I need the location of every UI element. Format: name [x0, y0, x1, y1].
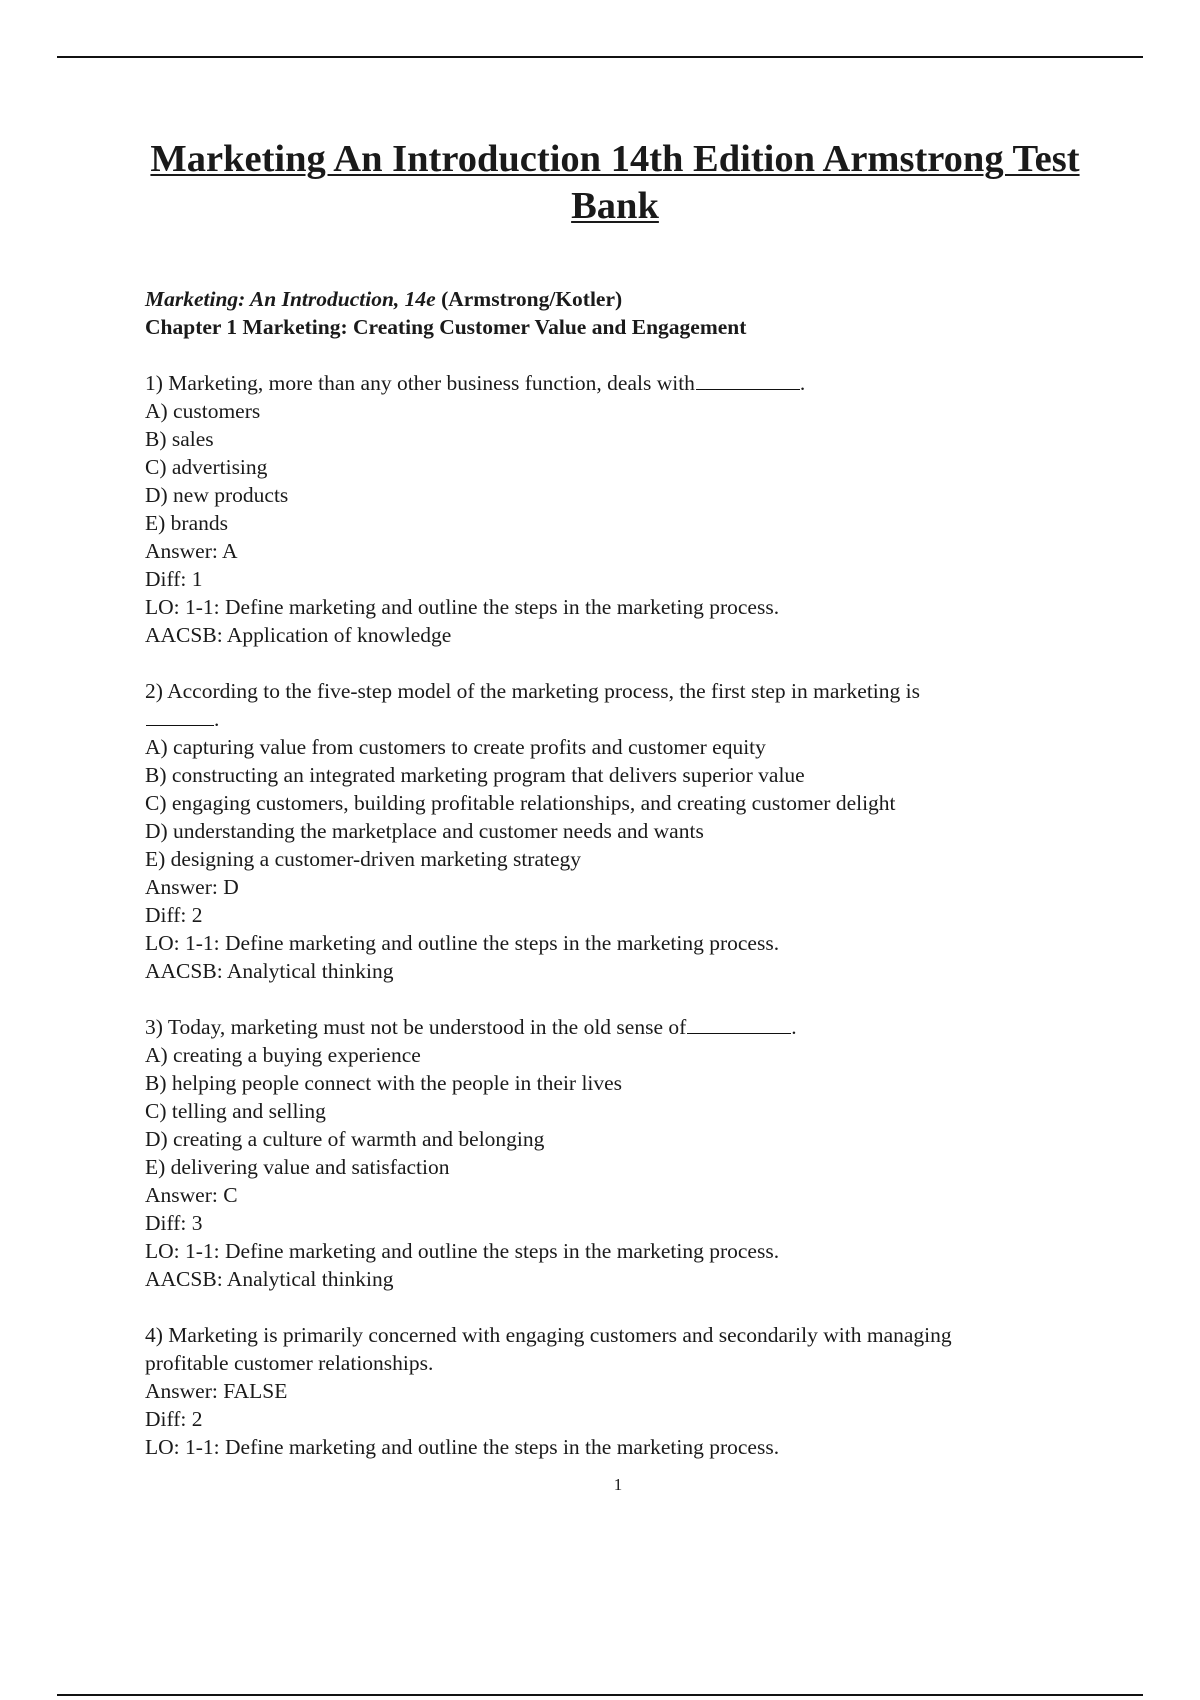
stem-text: 3) Today, marketing must not be understood in the old sense of [145, 1015, 687, 1039]
document-title: Marketing An Introduction 14th Edition Armstrong Test Bank [150, 138, 1080, 227]
stem-end: . [214, 707, 220, 731]
question-1 [145, 369, 1105, 649]
option-b: B) sales [145, 427, 214, 451]
difficulty: Diff: 1 [145, 567, 203, 591]
option-a: A) customers [145, 399, 261, 423]
answer: Answer: A [145, 539, 238, 563]
option-e: E) designing a customer-driven marketing strategy [145, 847, 582, 871]
question-2 [145, 677, 1105, 985]
learning-objective: LO: 1-1: Define marketing and outline the steps in the marketing process. [145, 1239, 780, 1263]
option-a: A) creating a buying experience [145, 1043, 421, 1067]
aacsb: AACSB: Application of knowledge [145, 623, 452, 647]
aacsb: AACSB: Analytical thinking [145, 959, 394, 983]
stem-end: . [791, 1015, 797, 1039]
question-stem-continued: profitable customer relationships. [145, 1351, 434, 1375]
question-stem [145, 369, 1105, 397]
question-stem-continued [145, 705, 1105, 733]
stem-end: . [799, 371, 806, 395]
learning-objective: LO: 1-1: Define marketing and outline the steps in the marketing process. [145, 931, 780, 955]
answer: Answer: D [145, 875, 239, 899]
answer-blank [696, 371, 800, 390]
question-stem: 4) Marketing is primarily concerned with engaging customers and secondarily with managing [145, 1323, 952, 1347]
document-body [145, 285, 1105, 1461]
answer: Answer: FALSE [145, 1379, 288, 1403]
option-c: C) engaging customers, building profitable relationships, and creating customer delight [145, 791, 896, 815]
question-4 [145, 1321, 1105, 1461]
learning-objective: LO: 1-1: Define marketing and outline the steps in the marketing process. [145, 595, 780, 619]
option-b: B) helping people connect with the people in their lives [145, 1071, 623, 1095]
chapter-heading: Chapter 1 Marketing: Creating Customer Value and Engagement [145, 315, 747, 339]
stem-text: 1) Marketing, more than any other business function, deals with [145, 371, 695, 395]
bottom-rule [57, 1694, 1143, 1696]
top-rule [57, 56, 1143, 58]
question-stem: 2) According to the five-step model of the marketing process, the first step in marketing is [145, 679, 920, 703]
aacsb: AACSB: Analytical thinking [145, 1267, 394, 1291]
answer-blank [687, 1015, 791, 1034]
difficulty: Diff: 2 [145, 1407, 203, 1431]
question-stem [145, 1013, 1105, 1041]
option-d: D) creating a culture of warmth and belonging [145, 1127, 545, 1151]
option-d: D) understanding the marketplace and customer needs and wants [145, 819, 704, 843]
book-authors: (Armstrong/Kotler) [441, 287, 623, 311]
answer: Answer: C [145, 1183, 238, 1207]
question-3 [145, 1013, 1105, 1293]
page-number: 1 [613, 1475, 623, 1494]
option-e: E) delivering value and satisfaction [145, 1155, 450, 1179]
book-header [145, 285, 1105, 313]
option-d: D) new products [145, 483, 289, 507]
option-e: E) brands [145, 511, 228, 535]
option-c: C) telling and selling [145, 1099, 326, 1123]
option-b: B) constructing an integrated marketing program that delivers superior value [145, 763, 805, 787]
difficulty: Diff: 2 [145, 903, 203, 927]
answer-blank [146, 707, 214, 726]
option-a: A) capturing value from customers to create profits and customer equity [145, 735, 766, 759]
difficulty: Diff: 3 [145, 1211, 203, 1235]
option-c: C) advertising [145, 455, 268, 479]
book-title: Marketing: An Introduction, 14e [145, 287, 436, 311]
learning-objective: LO: 1-1: Define marketing and outline the steps in the marketing process. [145, 1435, 780, 1459]
